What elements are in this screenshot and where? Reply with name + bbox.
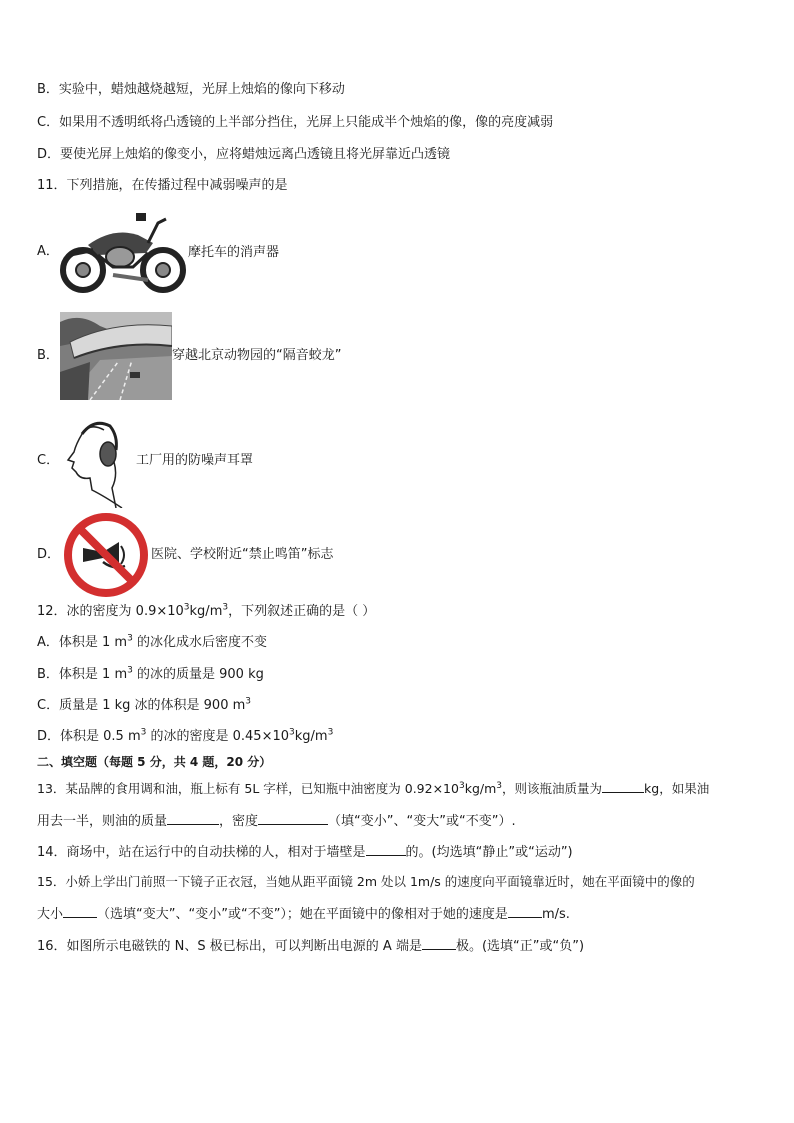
noise-barrier-image [60, 312, 172, 400]
q11-option-b-text: 穿越北京动物园的“隔音蛟龙” [172, 348, 342, 363]
q13-blank-2 [167, 810, 219, 825]
q16: 16．如图所示电磁铁的 N、S 极已标出，可以判断出电源的 A 端是 极。(选填“正”或“负”) [37, 935, 584, 957]
earmuffs-person-image [60, 416, 130, 508]
q11-option-b-letter: B． [37, 348, 59, 363]
motorcycle-image [58, 205, 188, 295]
q11-option-c-text: 工厂用的防噪声耳罩 [136, 453, 254, 468]
q11-option-d-text: 医院、学校附近“禁止鸣笛”标志 [151, 547, 334, 562]
q13-line2: 用去一半，则油的质量 ，密度 （填“变小”、“变大”或“不变”）. [37, 810, 516, 832]
q11-option-a-text: 摩托车的消声器 [188, 245, 280, 260]
q13-line1: 13．某品牌的食用调和油，瓶上标有 5L 字样，已知瓶中油密度为 $0.92\times 10^3kg/m^3$，则该瓶油质量为 kg，如果油 [37, 778, 709, 799]
q12-stem: 12．冰的密度为 $0.9\times 10^3kg/m^3$，下列叙述正确的是（ ） [37, 602, 376, 619]
q12-option-b: B．体积是 1 $m^3$ 的冰的质量是 900 kg [37, 665, 264, 682]
q15-line2: 大小 （选填“变大”、“变小”或“不变”）；她在平面镜中的像相对于她的速度是 m/s. [37, 903, 570, 925]
q11-stem: 11．下列措施，在传播过程中减弱噪声的是 [37, 178, 288, 193]
q13-blank-3 [258, 810, 328, 825]
q13-blank-1 [602, 778, 644, 793]
q15-blank-1 [63, 903, 97, 918]
q12-option-c: C．质量是 1 kg 冰的体积是 900 $m^3$ [37, 696, 252, 713]
q12-option-a: A．体积是 1 $m^3$ 的冰化成水后密度不变 [37, 633, 267, 650]
q10-option-d: D．要使光屏上烛焰的像变小，应将蜡烛远离凸透镜且将光屏靠近凸透镜 [37, 147, 451, 162]
q15-blank-2 [508, 903, 542, 918]
q11-option-c-letter: C． [37, 453, 60, 468]
section-heading: 二、填空题（每题 5 分，共 4 题，20 分） [37, 755, 272, 769]
no-horn-sign-icon [63, 512, 149, 598]
q10-option-c: C．如果用不透明纸将凸透镜的上半部分挡住，光屏上只能成半个烛焰的像，像的亮度减弱 [37, 115, 554, 130]
q11-option-a-letter: A． [37, 244, 59, 259]
q16-blank [422, 935, 456, 950]
q11-option-d-letter: D． [37, 547, 61, 562]
q10-option-b: B．实验中，蜡烛越烧越短，光屏上烛焰的像向下移动 [37, 82, 345, 97]
q12-option-d: D．体积是 0.5 $m^3$ 的冰的密度是 $0.45\times 10^3kg/m^3$ [37, 727, 334, 744]
q14-blank [366, 841, 406, 856]
q15-line1: 15．小娇上学出门前照一下镜子正衣冠，当她从距平面镜 2m 处以 1m/s 的速度向平面镜靠近时，她在平面镜中的像的 [37, 874, 695, 889]
q14: 14．商场中，站在运行中的自动扶梯的人，相对于墙壁是 的。(均选填“静止”或“运动”) [37, 841, 573, 863]
